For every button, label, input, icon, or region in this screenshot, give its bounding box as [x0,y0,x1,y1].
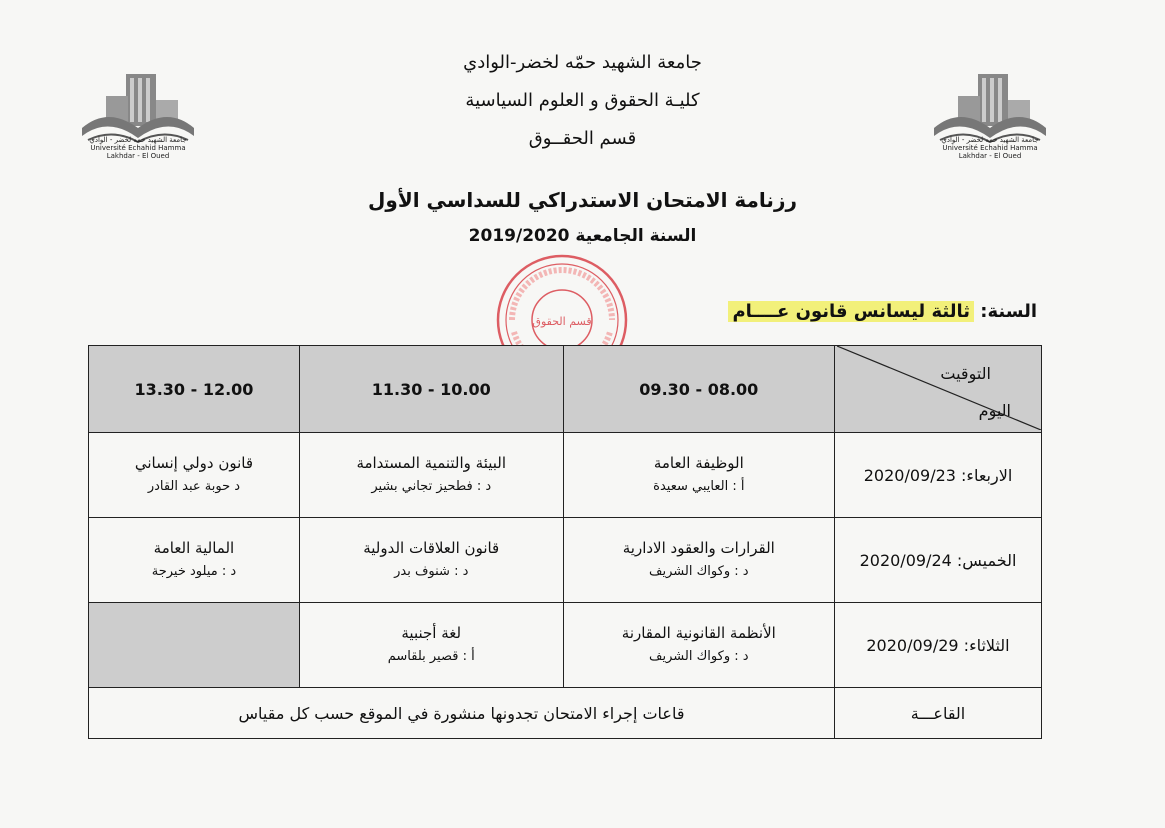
logo-caption-ar: جامعة الشهيد حمه لخضر - الوادي [89,136,187,144]
teacher-name: د : فطحيز تجاني بشير [371,479,492,494]
table-header-row [89,346,1042,433]
time-slot-header: 10.00 - 11.30 [299,346,563,433]
logo-caption-ar: جامعة الشهيد حمه لخضر - الوادي [941,136,1039,144]
room-label: القاعـــة [835,688,1042,739]
room-row [89,688,1042,739]
exam-cell [299,603,563,688]
subject-name: القرارات والعقود الادارية [622,539,775,557]
exam-cell [89,518,300,603]
academic-year: السنة الجامعية 2019/2020 [468,226,697,246]
exam-schedule-table [88,345,1042,739]
corner-day-label: اليوم [978,401,1011,420]
teacher-name: د : وكواك الشريف [649,564,749,579]
subject-name: قانون دولي إنساني [134,454,254,472]
class-level-value: ثالثة ليسانس قانون عــــام [728,301,974,322]
subject-name: المالية العامة [153,539,235,557]
university-logo-right [930,66,1050,166]
subject-name: قانون العلاقات الدولية [363,539,500,557]
logo-caption-fr: Université Echahid Hamma Lakhdar - El Oued [942,144,1038,160]
university-logo-left [78,66,198,166]
exam-cell [563,433,834,518]
class-level-label: السنة [987,301,1037,322]
exam-cell [563,518,834,603]
exam-cell [299,433,563,518]
time-slot-header: 08.00 - 09.30 [563,346,834,433]
exam-cell [89,433,300,518]
day-cell: الثلاثاء: 2020/09/29 [835,603,1042,688]
teacher-name: أ : قصير بلقاسم [387,649,475,664]
document-title: رزنامة الامتحان الاستدراكي للسداسي الأول [368,188,797,212]
teacher-name: أ : العايبي سعيدة [653,479,745,494]
day-cell: الخميس: 2020/09/24 [835,518,1042,603]
subject-name: الأنظمة القانونية المقارنة [621,624,776,642]
table-row [89,518,1042,603]
subject-name: الوظيفة العامة [653,454,744,472]
class-level-colon: : [980,301,988,322]
table-row [89,433,1042,518]
class-level-line [728,301,1037,322]
corner-cell [835,346,1042,433]
day-cell: الاربعاء: 2020/09/23 [835,433,1042,518]
department-name: قسم الحقــوق [528,128,637,149]
logo-caption-fr: Université Echahid Hamma Lakhdar - El Oued [90,144,186,160]
corner-time-label: التوقيت [940,364,991,383]
faculty-name: كليـة الحقوق و العلوم السياسية [465,90,700,111]
time-slot-header: 12.00 - 13.30 [89,346,300,433]
table-row [89,603,1042,688]
teacher-name: د : وكواك الشريف [649,649,749,664]
subject-name: البيئة والتنمية المستدامة [356,454,507,472]
room-note: قاعات إجراء الامتحان تجدونها منشورة في الموقع حسب كل مقياس [89,688,835,739]
stamp-text: قسم الحقوق [532,315,592,328]
exam-cell [563,603,834,688]
university-name: جامعة الشهيد حمّه لخضر-الوادي [463,52,702,73]
exam-cell [299,518,563,603]
empty-cell [89,603,300,688]
teacher-name: د حوبة عبد القادر [147,479,241,494]
subject-name: لغة أجنبية [401,624,462,642]
teacher-name: د : شنوف بدر [394,564,469,579]
teacher-name: د : ميلود خيرجة [151,564,237,579]
